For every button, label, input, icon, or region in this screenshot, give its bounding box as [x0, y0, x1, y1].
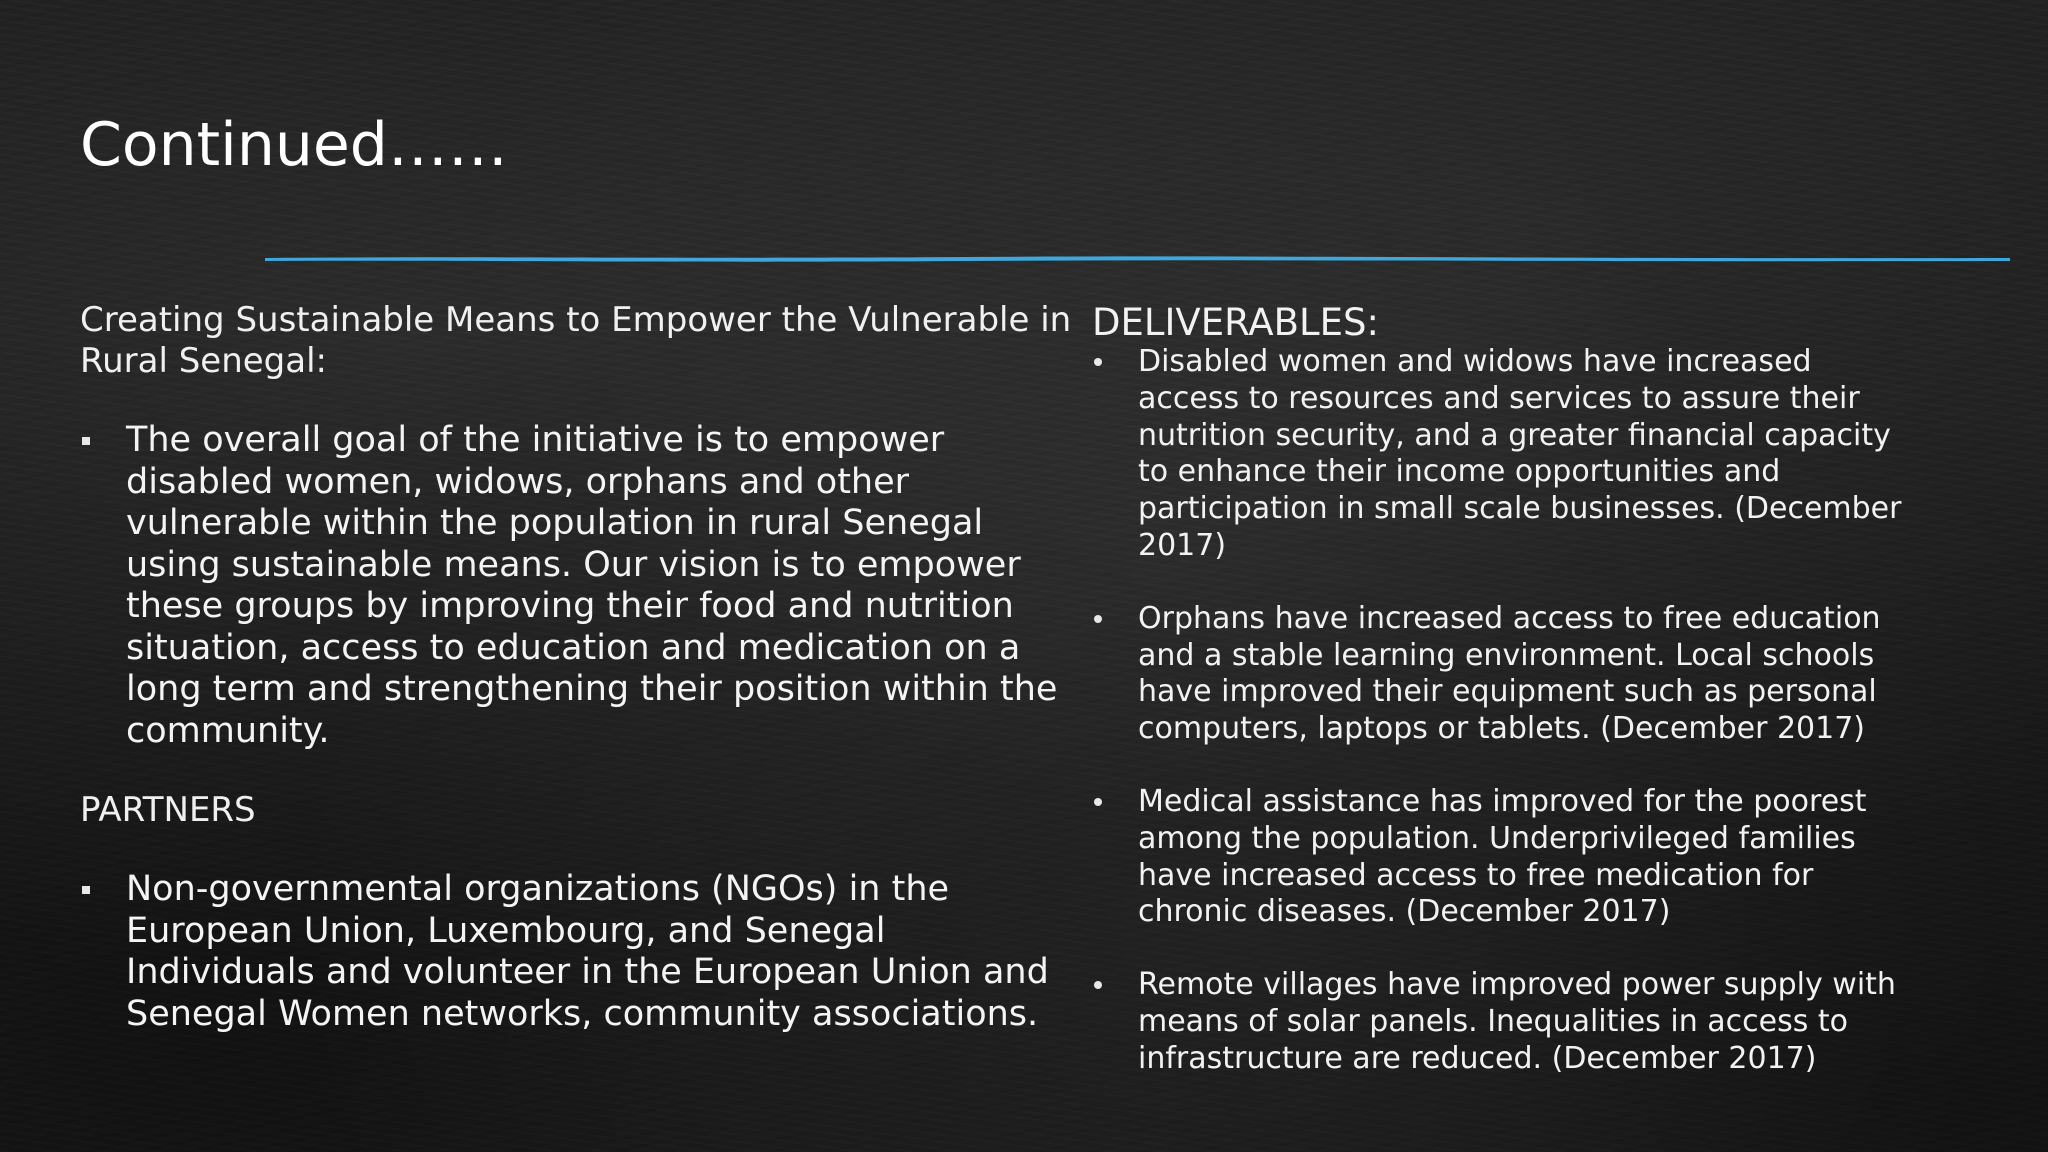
round-bullet-icon	[1094, 615, 1102, 623]
partners-heading: PARTNERS	[80, 790, 256, 830]
title-underline	[265, 252, 2010, 266]
round-bullet-icon	[1094, 981, 1102, 989]
left-column	[80, 300, 1080, 1035]
square-bullet-icon	[82, 886, 90, 894]
goal-item	[80, 420, 1080, 752]
goal-text: The overall goal of the initiative is to empower disabled women, widows, orphans and other vulnerable within the population in rural Senegal using sustainable means. Our vision is to empower these groups by improving their food and nutrition situation, access to education and medication on a long term and strengthening their position within the community.	[126, 420, 1058, 751]
partner-text: Non-governmental organizations (NGOs) in the European Union, Luxembourg, and Senegal Individuals and volunteer in the European Union and Senegal Women networks, community associations.	[126, 869, 1049, 1034]
goal-list	[80, 420, 1080, 752]
deliverable-text: Remote villages have improved power supply with means of solar panels. Inequalities in access to infrastructure are reduced. (December 2017)	[1138, 967, 1896, 1076]
deliverable-text: Disabled women and widows have increased access to resources and services to assure their nutrition security, and a greater financial capacity to enhance their income opportunities and participation in small scale businesses. (December 2017)	[1138, 344, 1902, 563]
deliverables-list	[1092, 344, 1922, 1078]
partner-item	[80, 869, 1080, 1035]
deliverable-text: Orphans have increased access to free education and a stable learning environment. Local schools have improved their equipment such as personal computers, laptops or tablets. (December 2017)	[1138, 600, 1881, 747]
round-bullet-icon	[1094, 798, 1102, 806]
initiative-title: Creating Sustainable Means to Empower the Vulnerable in Rural Senegal:	[80, 300, 1072, 381]
deliverable-item	[1092, 784, 1922, 931]
deliverable-item	[1092, 601, 1922, 748]
round-bullet-icon	[1094, 358, 1102, 366]
deliverables-heading: DELIVERABLES:	[1092, 301, 1379, 344]
deliverable-text: Medical assistance has improved for the poorest among the population. Underprivileged families have increased access to free medication for chronic diseases. (December 2017)	[1138, 783, 1867, 930]
square-bullet-icon	[82, 437, 90, 445]
deliverable-item	[1092, 344, 1922, 565]
partners-list	[80, 869, 1080, 1035]
deliverable-item	[1092, 967, 1922, 1077]
slide-title: Continued……	[80, 110, 508, 180]
right-column	[1092, 302, 1922, 1114]
